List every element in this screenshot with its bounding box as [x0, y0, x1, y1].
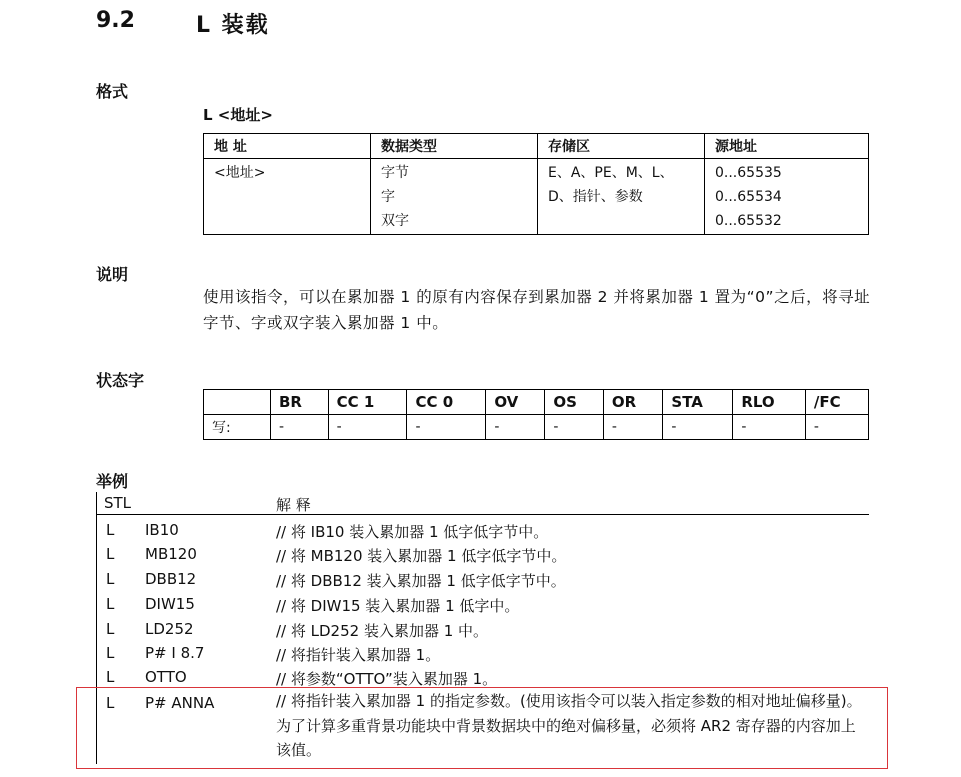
format-table — [203, 133, 869, 235]
address-value: <地址> — [214, 165, 266, 181]
sw-write-cc1: - — [328, 415, 407, 440]
format-col-area: 存储区 — [538, 134, 705, 159]
example-op: L — [106, 521, 115, 539]
example-comment: // 将 DIW15 装入累加器 1 低字中。 — [276, 597, 520, 615]
format-col-address: 地 址 — [204, 134, 371, 159]
example-arg: DIW15 — [145, 595, 195, 613]
example-op: L — [106, 620, 115, 638]
example-comment: // 将参数“OTTO”装入累加器 1。 — [276, 670, 498, 688]
sw-write-rlo: - — [733, 415, 806, 440]
section-number: 9.2 — [96, 8, 135, 33]
sw-col-br: BR — [271, 390, 329, 415]
example-op: L — [106, 694, 115, 712]
syntax-line: L <地址> — [203, 106, 273, 124]
example-op: L — [106, 545, 115, 563]
example-heading: 举例 — [96, 472, 129, 491]
type-byte: 字节 — [381, 165, 409, 181]
type-dword: 双字 — [381, 213, 409, 229]
range-word: 0...65534 — [715, 189, 782, 205]
format-cell-areas — [538, 159, 705, 235]
format-cell-address — [204, 159, 371, 235]
section-title: L 装载 — [196, 13, 270, 38]
status-word-table — [203, 389, 869, 440]
sw-write-label: 写: — [204, 415, 271, 440]
example-col-stl: STL — [104, 494, 132, 512]
sw-col-or: OR — [603, 390, 663, 415]
example-arg: P# ANNA — [145, 694, 215, 712]
example-comment: // 将指针装入累加器 1。 — [276, 646, 441, 664]
example-op: L — [106, 644, 115, 662]
sw-write-sta: - — [663, 415, 733, 440]
example-arg: IB10 — [145, 521, 179, 539]
format-col-range: 源地址 — [705, 134, 869, 159]
area-line-1: E、A、PE、M、L、 — [548, 165, 674, 181]
description-heading: 说明 — [96, 265, 129, 284]
sw-write-os: - — [545, 415, 603, 440]
sw-write-fc: - — [805, 415, 868, 440]
sw-col-rlo: RLO — [733, 390, 806, 415]
range-dword: 0...65532 — [715, 213, 782, 229]
example-op: L — [106, 668, 115, 686]
sw-write-or: - — [603, 415, 663, 440]
example-header-rule — [96, 514, 869, 515]
status-word-heading: 状态字 — [96, 371, 145, 390]
example-comment: // 将 IB10 装入累加器 1 低字低字节中。 — [276, 523, 549, 541]
example-comment-multiline: // 将指针装入累加器 1 的指定参数。(使用该指令可以装入指定参数的相对地址偏移量)。为了计算多重背景功能块中背景数据块中的绝对偏移量，必须将 AR2 寄存器的内容加上该值。 — [276, 692, 862, 759]
example-comment: // 将 DBB12 装入累加器 1 低字低字节中。 — [276, 572, 566, 590]
example-arg: P# I 8.7 — [145, 644, 205, 662]
range-byte: 0...65535 — [715, 165, 782, 181]
example-arg: OTTO — [145, 668, 187, 686]
example-op: L — [106, 595, 115, 613]
example-arg: MB120 — [145, 545, 197, 563]
sw-col-ov: OV — [486, 390, 545, 415]
sw-write-ov: - — [486, 415, 545, 440]
sw-write-br: - — [271, 415, 329, 440]
example-op: L — [106, 570, 115, 588]
example-arg: LD252 — [145, 620, 194, 638]
format-cell-ranges — [705, 159, 869, 235]
example-arg: DBB12 — [145, 570, 197, 588]
format-heading: 格式 — [96, 82, 129, 101]
sw-col-fc: /FC — [805, 390, 868, 415]
example-comment: // 将 LD252 装入累加器 1 中。 — [276, 622, 489, 640]
sw-col-sta: STA — [663, 390, 733, 415]
type-word: 字 — [381, 189, 395, 205]
sw-col-cc0: CC 0 — [407, 390, 486, 415]
sw-col-cc1: CC 1 — [328, 390, 407, 415]
sw-col-os: OS — [545, 390, 603, 415]
sw-header-blank — [204, 390, 271, 415]
area-line-2: D、指针、参数 — [548, 189, 643, 205]
format-cell-types — [371, 159, 538, 235]
sw-write-cc0: - — [407, 415, 486, 440]
description-text: 使用该指令，可以在累加器 1 的原有内容保存到累加器 2 并将累加器 1 置为“0”之后，将寻址字节、字或双字装入累加器 1 中。 — [203, 288, 871, 332]
format-col-type: 数据类型 — [371, 134, 538, 159]
example-col-comment: 解 释 — [276, 496, 311, 514]
example-comment: // 将 MB120 装入累加器 1 低字低字节中。 — [276, 547, 567, 565]
